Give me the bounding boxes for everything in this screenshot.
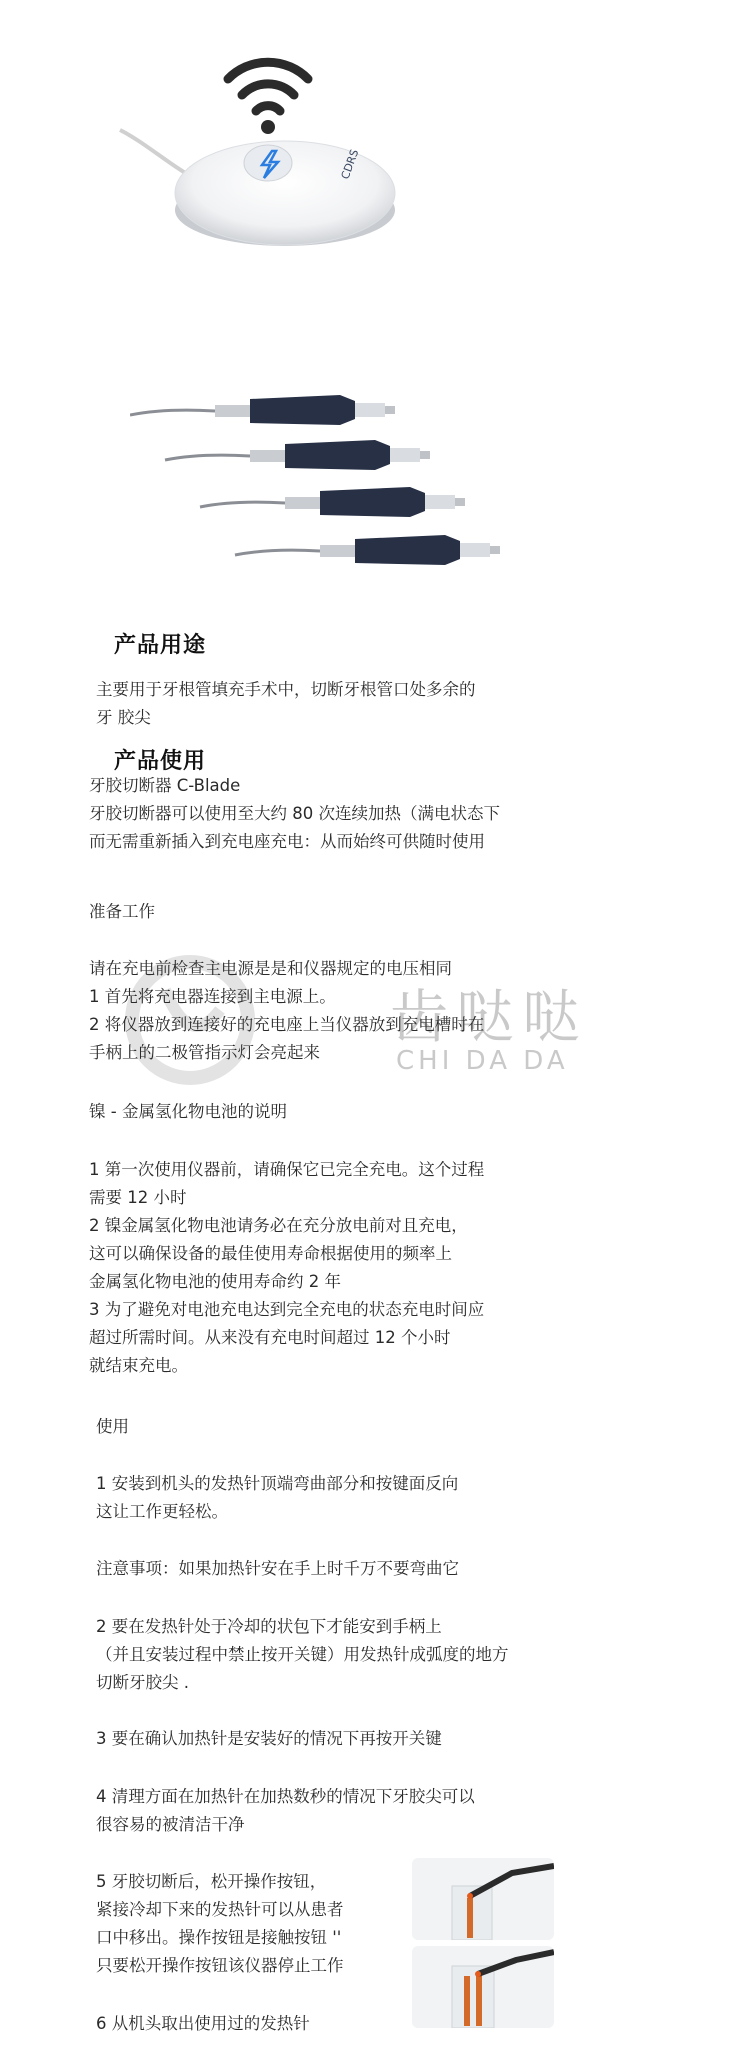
use-step-1 <box>96 1470 458 1526</box>
wireless-charger-illustration <box>110 35 450 265</box>
use-step-6: 6 从机头取出使用过的发热针 <box>96 2014 310 2033</box>
demo-photo-1 <box>412 1858 554 1940</box>
demo-photo-2 <box>412 1946 554 2028</box>
battery-content <box>89 1156 484 1380</box>
battery-line: 这可以确保设备的最佳使用寿命根据使用的频率上 <box>89 1244 452 1263</box>
battery-line: 1 第一次使用仪器前，请确保它已完全充电。这个过程 <box>89 1160 485 1179</box>
battery-line: 3 为了避免对电池充电达到完全充电的状态充电时间应 <box>89 1300 485 1319</box>
battery-title: 镍 - 金属氢化物电池的说明 <box>89 1102 287 1121</box>
use-step-line: 1 安装到机头的发热针顶端弯曲部分和按键面反向 <box>96 1474 459 1493</box>
use-step-2 <box>96 1613 509 1697</box>
heating-tips-illustration <box>130 385 550 575</box>
product-use-line: 而无需重新插入到充电座充电：从而始终可供随时使用 <box>89 832 485 851</box>
battery-line: 金属氢化物电池的使用寿命约 2 年 <box>89 1272 341 1291</box>
use-step-line: 4 清理方面在加热针在加热数秒的情况下牙胶尖可以 <box>96 1787 475 1806</box>
use-step-line: 紧接冷却下来的发热针可以从患者 <box>96 1900 344 1919</box>
tooth-model-illustration <box>412 1858 554 1940</box>
prep-title: 准备工作 <box>89 902 155 921</box>
use-step-line: 这让工作更轻松。 <box>96 1502 228 1521</box>
use-step-line: 5 牙胶切断后，松开操作按钮， <box>96 1872 327 1891</box>
watermark-cn: 齿哒哒 <box>390 983 589 1051</box>
product-use-line: 牙胶切断器可以使用至大约 80 次连续加热（满电状态下 <box>89 804 500 823</box>
product-use-description <box>89 772 500 856</box>
charger-image <box>110 35 450 265</box>
prep-line: 请在充电前检查主电源是是和仪器规定的电压相同 <box>89 959 452 978</box>
watermark-en: CHI DA DA <box>396 1046 569 1076</box>
heating-tips-image <box>130 385 550 575</box>
use-note: 注意事项：如果加热针安在手上时千万不要弯曲它 <box>96 1559 459 1578</box>
prep-line: 手柄上的二极管指示灯会亮起来 <box>89 1043 320 1062</box>
usage-description <box>96 676 476 732</box>
use-step-4 <box>96 1783 475 1839</box>
battery-line: 超过所需时间。从来没有充电时间超过 12 个小时 <box>89 1328 451 1347</box>
use-step-line: 很容易的被清洁干净 <box>96 1815 245 1834</box>
section-title-product-use: 产品使用 <box>114 749 207 774</box>
tooth-model-illustration <box>412 1946 554 2028</box>
usage-line: 主要用于牙根管填充手术中，切断牙根管口处多余的 <box>96 680 476 699</box>
battery-line: 需要 12 小时 <box>89 1188 187 1207</box>
section-title-usage: 产品用途 <box>114 633 207 658</box>
charger-logo-text: CDRS <box>338 147 362 182</box>
battery-line: 2 镍金属氢化物电池请务必在充分放电前对且充电， <box>89 1216 468 1235</box>
prep-line: 1 首先将充电器连接到主电源上。 <box>89 987 336 1006</box>
prep-content <box>89 955 484 1067</box>
use-step-5 <box>96 1868 344 1980</box>
product-use-line: 牙胶切断器 C-Blade <box>89 776 241 795</box>
prep-line: 2 将仪器放到连接好的充电座上当仪器放到充电槽时在 <box>89 1015 485 1034</box>
use-step-line: （并且安装过程中禁止按开关键）用发热针成弧度的地方 <box>96 1645 509 1664</box>
use-step-3: 3 要在确认加热针是安装好的情况下再按开关键 <box>96 1729 442 1748</box>
use-title: 使用 <box>96 1417 129 1436</box>
use-step-line: 切断牙胶尖 . <box>96 1673 189 1692</box>
use-step-line: 只要松开操作按钮该仪器停止工作 <box>96 1956 344 1975</box>
use-step-line: 口中移出。操作按钮是接触按钮 '' <box>96 1928 342 1947</box>
battery-line: 就结束充电。 <box>89 1356 188 1375</box>
use-step-line: 2 要在发热针处于冷却的状包下才能安到手柄上 <box>96 1617 442 1636</box>
usage-line: 牙 胶尖 <box>96 708 151 727</box>
wifi-icon <box>228 62 308 111</box>
